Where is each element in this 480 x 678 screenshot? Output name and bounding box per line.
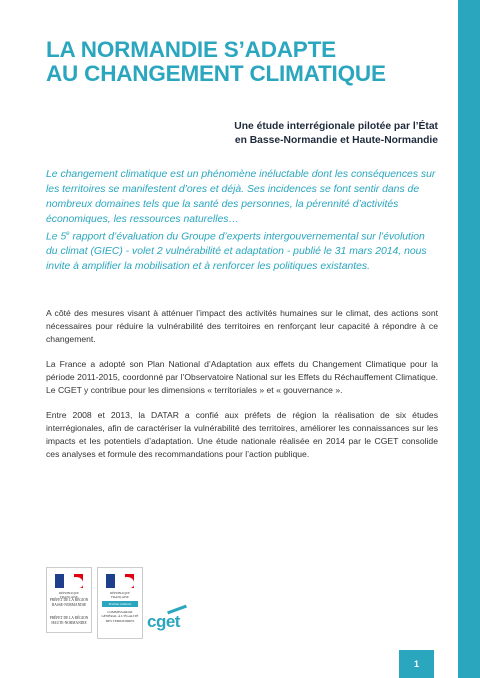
subtitle-line-2: en Basse-Normandie et Haute-Normandie — [234, 134, 438, 146]
page-number: 1 — [399, 650, 434, 678]
intro-paragraph-2 — [46, 227, 438, 274]
republique-label-2: RÉPUBLIQUE FRANÇAISE — [110, 591, 130, 599]
intro-paragraph-1: Le changement climatique est un phénomène inéluctable dont les conséquences sur les territoires se manifestent d’ores et déjà. Ses incidences se font sentir dans de nombreux domaines tels que la santé des personnes, la pérennité d’activités économiques, les ressources naturelles… — [46, 169, 436, 225]
body-text — [46, 307, 438, 473]
subtitle-line-1: Une étude interrégionale pilotée par l’État — [234, 121, 438, 132]
body-paragraph-1: A côté des mesures visant à atténuer l’impact des activités humaines sur le climat, des actions sont nécessaires pour réduire la vulnérabilité des territoires en renforçant leur capacité à répondre à ce changement. — [46, 308, 438, 344]
intro-p2-superscript: e — [66, 231, 70, 237]
right-accent-bar — [458, 0, 480, 678]
cget-wordmark: cget — [147, 612, 180, 631]
marianne-flag-icon — [106, 574, 134, 588]
subtitle — [58, 120, 438, 147]
intro-p2-prefix: Le 5 — [46, 231, 67, 243]
page-title — [46, 38, 446, 86]
republique-label: RÉPUBLIQUE FRANÇAISE — [59, 591, 79, 599]
prefecture-logo — [46, 567, 92, 633]
intro-text — [46, 167, 438, 274]
cget-logo — [147, 608, 193, 636]
prefet-basse-label: PRÉFET DE LA RÉGION BASSE-NORMANDIE — [49, 598, 89, 607]
title-line-1: LA NORMANDIE S’ADAPTE — [46, 37, 336, 62]
intro-p2-rest: rapport d’évaluation du Groupe d’experts intergouvernemental sur l’évolution du climat (GIEC) - volet 2 vulnérabilité et adaptation - publié le 31 mars 2014, nous invite à amplifier la mobilisation et à renforcer les politiques existantes. — [46, 231, 427, 273]
commissariat-logo — [97, 567, 143, 639]
prefet-haute-label: PRÉFET DE LA RÉGION HAUTE-NORMANDIE — [49, 616, 89, 625]
marianne-flag-icon — [55, 574, 83, 588]
commissariat-label: COMMISSARIAT GÉNÉRAL À L’ÉGALITÉ DES TERRITOIRES — [101, 610, 139, 623]
body-paragraph-2: La France a adopté son Plan National d’Adaptation aux effets du Changement Climatique pour la période 2011-2015, coordonné par l’Observatoire National sur les Effets du Réchauffement Climatique. Le CGET y contribue pour les dimensions « territoriales » et « gouvernance ». — [46, 359, 438, 395]
title-line-2: AU CHANGEMENT CLIMATIQUE — [46, 61, 386, 86]
premier-ministre-label: Premier ministre — [102, 601, 138, 607]
body-paragraph-3: Entre 2008 et 2013, la DATAR a confié aux préfets de région la réalisation de six études interrégionales, afin de caractériser la vulnérabilité des territoires, améliorer les connaissances sur les impacts et les potentiels d’adaptation. Une étude nationale réalisée en 2014 par le CGET consolide ces analyses et formule des recommandations pour l’action publique. — [46, 410, 438, 459]
